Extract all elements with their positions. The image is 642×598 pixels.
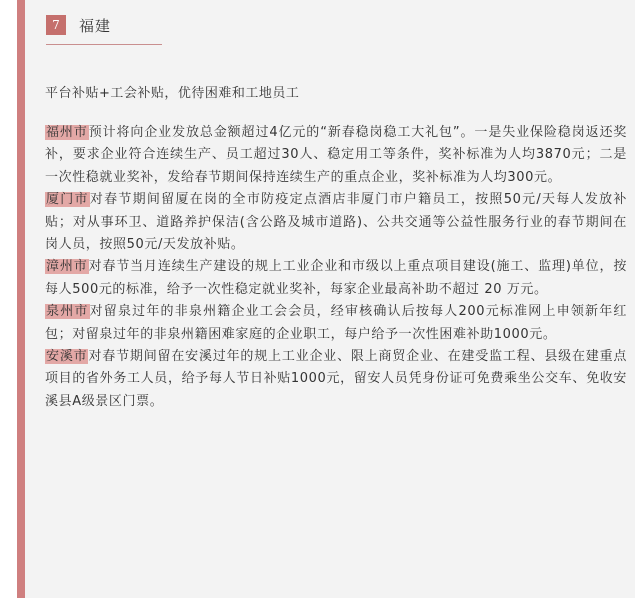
- policy-text: 对春节期间留在安溪过年的规上工业企业、限上商贸企业、在建受监工程、县级在建重点项目的省外务工人员，给予每人节日补贴1000元，留安人员凭身份证可免费乘坐公交车、免收安溪县A级景区门票。: [45, 349, 627, 409]
- city-name-highlight: 福州市: [46, 125, 88, 140]
- accent-side-bar: [17, 0, 25, 598]
- policy-text: 对春节期间留厦在岗的全市防疫定点酒店非厦门市户籍员工，按照50元/天每人发放补贴；对从事环卫、道路养护保洁(含公路及城市道路)、公共交通等公益性服务行业的春节期间在岗人员，按照50元/天发放补贴。: [45, 192, 627, 253]
- city-name-highlight: 泉州市: [46, 304, 89, 320]
- city-policy-list: [45, 122, 627, 413]
- policy-text: 对春节当月连续生产建设的规上工业企业和市级以上重点项目建设(施工、监理)单位，按每人500元的标准，给予一次性稳定就业奖补，每家企业最高补助不超过 20 万元。: [45, 259, 627, 297]
- city-policy-entry-xiamen: [45, 189, 627, 256]
- section-header: [46, 13, 111, 37]
- city-policy-entry-zhangzhou: [45, 256, 627, 301]
- policy-text: 对留泉过年的非泉州籍企业工会会员，经审核确认后按每人200元标准网上申领新年红包；对留泉过年的非泉州籍困难家庭的企业职工，每户给予一次性困难补助1000元。: [45, 304, 627, 342]
- article-section: [25, 0, 635, 598]
- city-policy-entry-anxi: [45, 346, 627, 413]
- section-title: 福建: [79, 16, 112, 35]
- header-divider: [46, 44, 162, 45]
- city-policy-entry-fuzhou: [45, 122, 627, 189]
- city-name-highlight: 厦门市: [46, 192, 89, 208]
- city-policy-entry-quanzhou: [45, 301, 627, 346]
- city-name-highlight: 安溪市: [46, 349, 88, 365]
- policy-text: 预计将向企业发放总金额超过4亿元的“新春稳岗稳工大礼包”。一是失业保险稳岗返还奖补，要求企业符合连续生产、员工超过30人、稳定用工等条件，奖补标准为人均3870元；二是一次性稳就业奖补，发给春节期间保持连续生产的重点企业，奖补标准为人均300元。: [45, 125, 627, 185]
- city-name-highlight: 漳州市: [46, 259, 88, 275]
- section-subtitle: 平台补贴+工会补贴，优待困难和工地员工: [45, 86, 300, 101]
- section-number-badge: 7: [46, 15, 66, 35]
